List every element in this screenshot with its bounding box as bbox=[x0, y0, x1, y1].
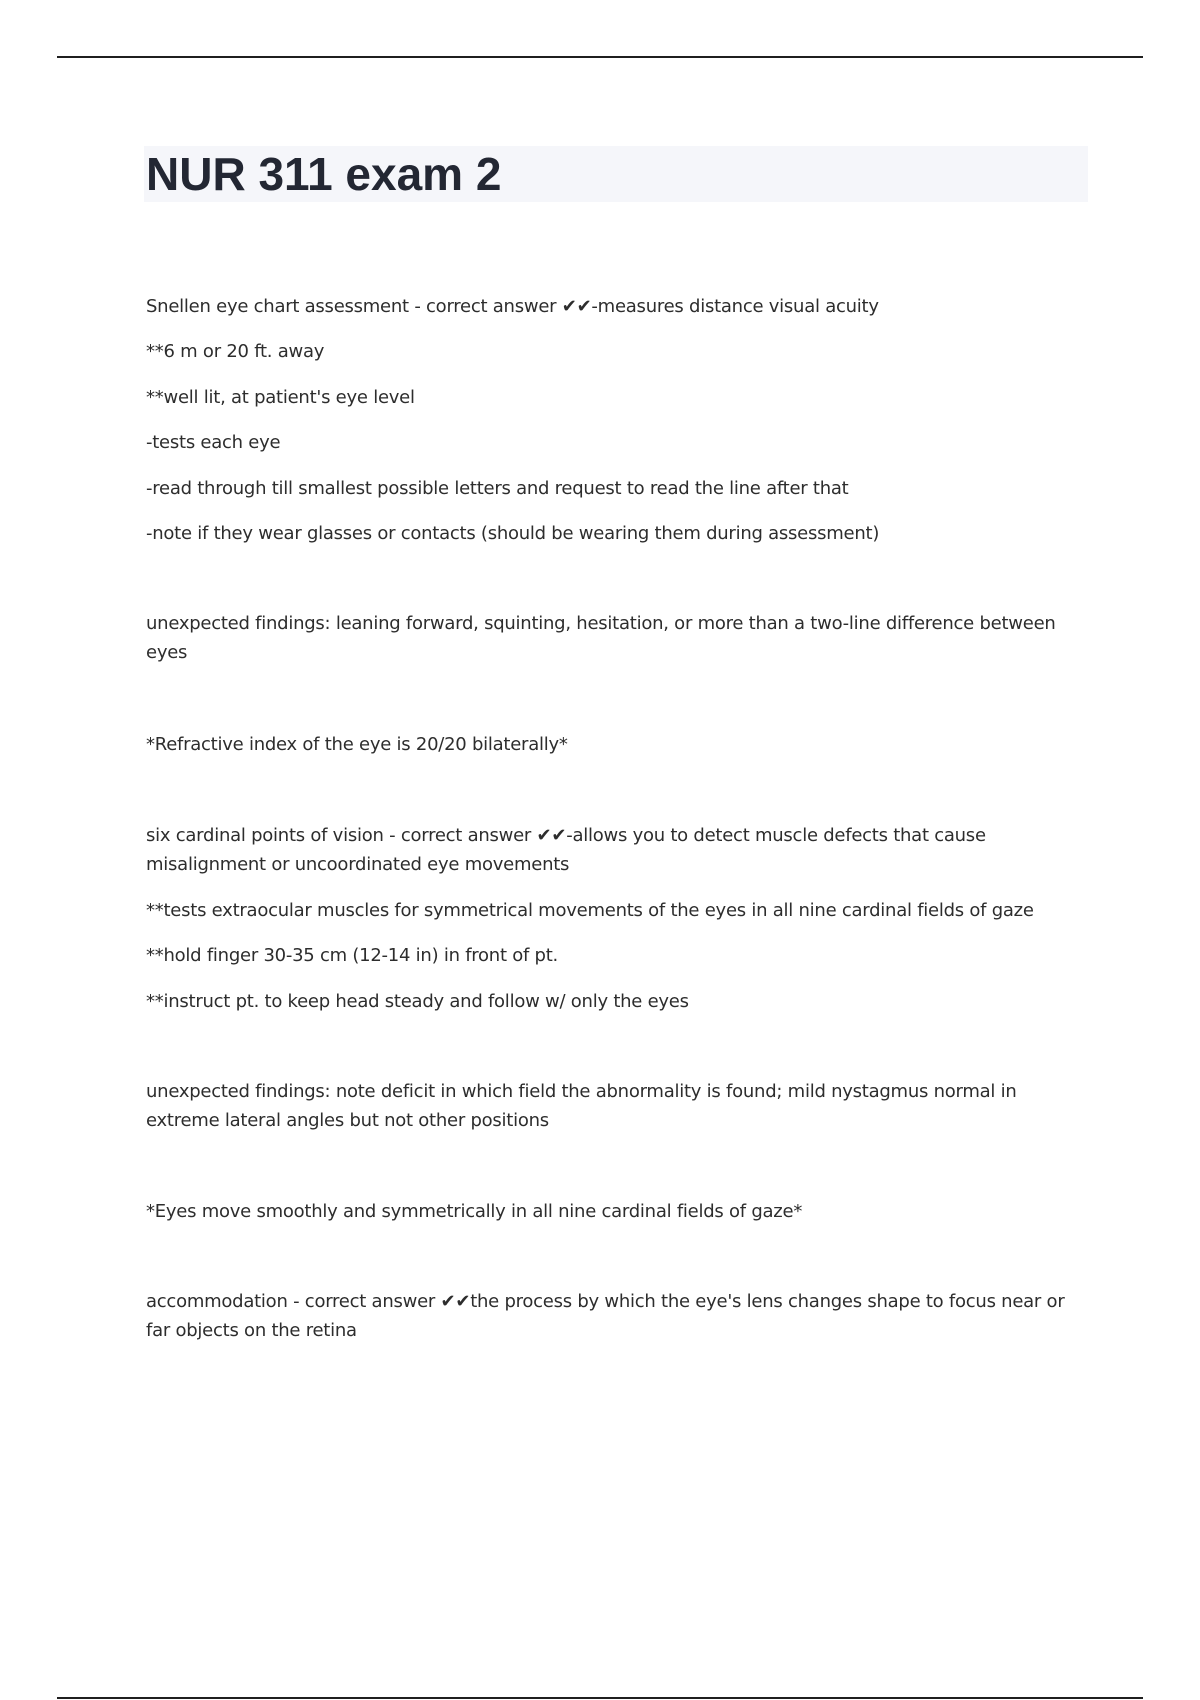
text-line-read-through: -read through till smallest possible letters and request to read the line after that bbox=[146, 478, 849, 499]
text-line-unexpected-cardinal: unexpected findings: note deficit in which field the abnormality is found; mild nystagmus normal in extreme lateral angles but not other positions bbox=[146, 1081, 1017, 1131]
text-line-eyes-move: *Eyes move smoothly and symmetrically in all nine cardinal fields of gaze* bbox=[146, 1201, 803, 1222]
text-line-head-steady: **instruct pt. to keep head steady and follow w/ only the eyes bbox=[146, 991, 689, 1012]
top-rule bbox=[57, 56, 1143, 58]
text-line-distance: **6 m or 20 ft. away bbox=[146, 341, 325, 362]
text-line-unexpected-snellen: unexpected findings: leaning forward, squinting, hesitation, or more than a two-line difference between eyes bbox=[146, 613, 1056, 663]
text-line-extraocular: **tests extraocular muscles for symmetrical movements of the eyes in all nine cardinal fields of gaze bbox=[146, 900, 1034, 921]
document-title: NUR 311 exam 2 bbox=[146, 148, 502, 200]
text-line-snellen: Snellen eye chart assessment - correct answer ✔✔-measures distance visual acuity bbox=[146, 296, 879, 317]
text-line-finger-distance: **hold finger 30-35 cm (12-14 in) in front of pt. bbox=[146, 945, 559, 966]
text-line-cardinal-points: six cardinal points of vision - correct answer ✔✔-allows you to detect muscle defects that cause misalignment or uncoordinated eye movements bbox=[146, 825, 986, 875]
text-line-glasses: -note if they wear glasses or contacts (should be wearing them during assessment) bbox=[146, 523, 880, 544]
text-line-lighting: **well lit, at patient's eye level bbox=[146, 387, 415, 408]
text-line-each-eye: -tests each eye bbox=[146, 432, 281, 453]
text-line-refractive-index: *Refractive index of the eye is 20/20 bilaterally* bbox=[146, 734, 568, 755]
bottom-rule bbox=[57, 1697, 1143, 1699]
text-line-accommodation: accommodation - correct answer ✔✔the process by which the eye's lens changes shape to focus near or far objects on the retina bbox=[146, 1291, 1065, 1341]
